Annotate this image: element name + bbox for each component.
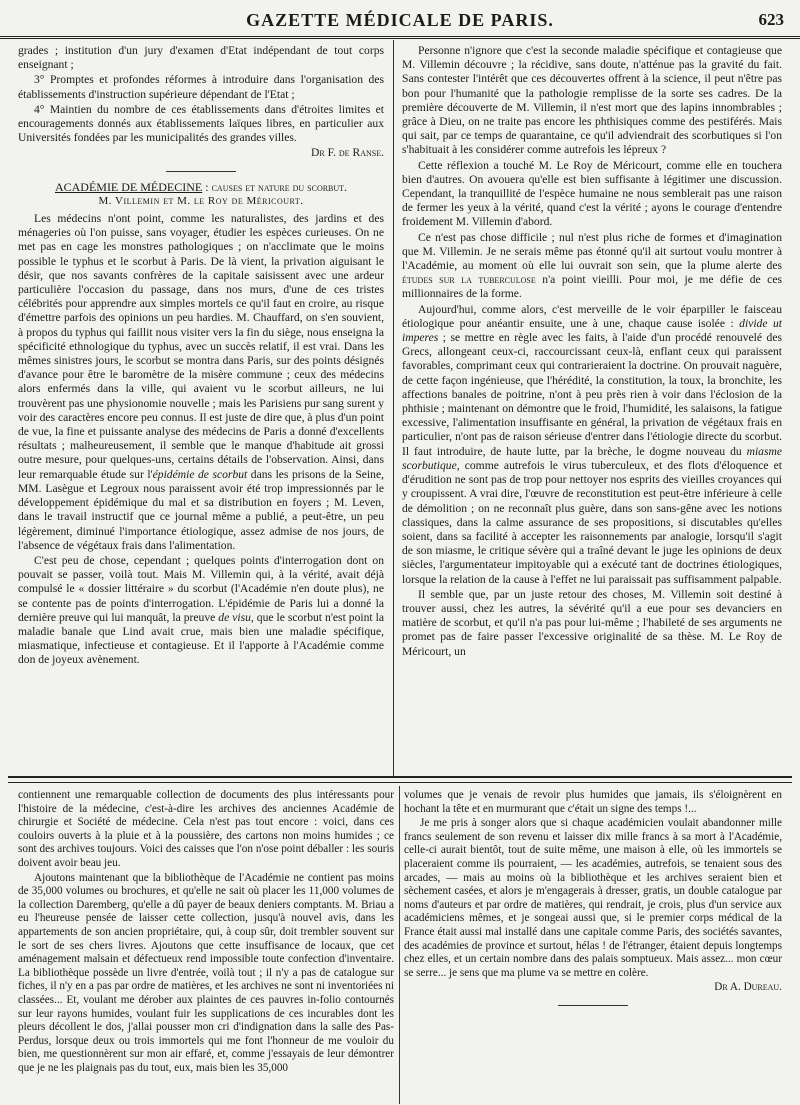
column-divider	[393, 40, 394, 776]
paragraph: Les médecins n'ont point, comme les naturalistes, des jardins et des ménageries où l'on puisse, sans voyager, étudier les espèces curieuses. On ne met pas en cage les monstres pathologiques ; on n'acclimate que le moins possible le typhus et le scorbut à Paris. De là vient, la privation aiguisant le désir, que nos savants confrères de la capitale saisissent avec une ardeur particulière l'occasion du passage, dans nos murs, d'une de ces tristes célébrités pour apprendre aux simples mortels ce qu'il faut en croire, au risque d'émettre parfois des opinions un peu hardies. M. Chauffard, on s'en souvient, à propos du typhus qui faillit nous visiter vers la fin du siège, nous enseigna la spécificité ethnologique du typhus, avec un succès relatif, il est vrai. Dans les mêmes sinistres jours, le scorbut se montra dans Paris, sur des points désignés d'avance pour être le baromètre de la misère commune ; ceux des médecins alors enfermés dans la ville, qui avaient vu le scorbut ailleurs, ne lui trouvèrent pas une physionomie nouvelle ; mais les Parisiens pur sang surent y voir des caractères encore peu connus. Il est juste de dire que, à plus d'un point de vue, la fine et puissante analyse des médecins de Paris a donné d'excellents résultats ; malheureusement, il semble que le manque d'habitude ait grossi outre mesure, pour quelques-uns, certains détails de l'observation. Ainsi, dans leur remarquable étude sur l'épidémie de scorbut dans les prisons de la Seine, MM. Lasègue et Legroux nous paraissent avoir été trop impressionnés par le développement épidémique du mal et sa distribution en foyers ; M. Leven, dans le travail instructif que ce journal même a publié, a peut-être, un peu légèrement, diminué l'importance étiologique, assez admise de nos jours, de l'absence de végétaux frais dans l'alimentation.	[18, 212, 384, 552]
page-number: 623	[758, 10, 784, 29]
feuilleton-separator	[8, 776, 792, 783]
article-separator	[166, 171, 236, 172]
paragraph: Aujourd'hui, comme alors, c'est merveille de le voir éparpiller le faisceau étiologique pour anéantir ensuite, une à une, chaque cause isolée : divide ut imperes ; se mettre en règle avec les faits, à l'aide d'un procédé renouvelé des Grecs, allongeant ceux-ci, raccourcissant ceux-là, enflant ceux qui paraissent favorables, comprimant ceux qui contrarieraient la doctrine. On prouvait naguère, de cette façon ingénieuse, que l'hérédité, la constitution, la toux, la bronchite, les affections banales de poitrine, n'ont à peu près rien à voir dans l'éclosion de la phthisie ; maintenant on démontre que le froid, l'humidité, les salaisons, la fatigue excessive, l'alimentation insuffisante en général, la privation de végétaux frais en particulier, n'ont pas de raison sérieuse d'entrer dans l'étiologie directe du scorbut. Il faut introduire, de haute lutte, par la brèche, le dogme nouveau du miasme scorbutique, comme autrefois le virus tuberculeux, et des flots d'éloquence et d'érudition ne sont pas de trop pour nettoyer nos esprits des vieilles croyances qui y croupissent. A vrai dire, l'œuvre de reconstitution est peut-être inférieure à celle de démolition ; on ne reconnaît plus guère, dans son sans-gêne avec les notions classiques, dans la calme assurance de ses propositions, si discutables qu'elles soient, dans sa facilité à accepter les raisonnements par analogie, lorsqu'il s'agit de son miasme, le critique sévère qui a traîné devant le juge les opinions de deux siècles, l'argumentateur impitoyable qui a exécuté tant de doctrines étiologiques, lorsque la relation de la cause à l'effet ne lui paraissait pas suffisamment palpable.	[402, 302, 782, 586]
left-column	[18, 44, 384, 771]
paragraph: 3° Promptes et profondes réformes à introduire dans l'organisation des établissements d'instruction supérieure dépendant de l'Etat ;	[18, 73, 384, 101]
paragraph: grades ; institution d'un jury d'examen d'Etat indépendant de tout corps enseignant ;	[18, 44, 384, 72]
section-title: ACADÉMIE DE MÉDECINE : causes et nature du scorbut.	[54, 179, 348, 194]
signature-dureau: Dr A. Dureau.	[714, 981, 782, 994]
paragraph: volumes que je venais de revoir plus humides que jamais, ils s'éloignèrent en hochant la tête et en murmurant que c'était un signe des temps !...	[404, 789, 782, 815]
paragraph: contiennent une remarquable collection de documents des plus intéressants pour l'histoire de la médecine, c'est-à-dire les archives des anciennes Académie de chirurgie et Société de médecine. Cela n'est pas tout encore : voici, dans ces couloirs ouverts à la pluie et à la poussière, des cartons non moins humides ; ce sont des archives toujours. Voici des caisses que l'on n'ose point déballer : les souris doivent avoir beau jeu.	[18, 789, 394, 869]
signature-ranse: Dr F. de Ranse.	[310, 146, 384, 160]
feuilleton-right-column	[404, 789, 782, 1101]
article-end-rule	[558, 1005, 628, 1006]
paragraph: C'est peu de chose, cependant ; quelques points d'interrogation dont on pouvait se passer, voilà tout. Mais M. Villemin qui, à la vérité, avait déjà compulsé le « dossier littéraire » du scorbut (l'Académie n'en doute plus), ne se contente pas de points d'interrogation. L'épidémie de Paris lui a donné la dernière preuve qui lui manquât, la preuve de visu, que le scorbut n'est point la maladie banale que Lind avait crue, mais bien une maladie spécifique, miasmatique, infectieuse et contagieuse. Et il l'apporte à l'Académie comme don de joyeux avènement.	[18, 553, 384, 667]
paragraph: Il semble que, par un juste retour des choses, M. Villemin soit destiné à trouver aussi, chez les autres, la sévérité qu'il a eue pour ses devanciers en matière de scorbut, et qu'il n'a pas pour lui-même ; l'habileté de ses arguments ne promet pas de faire passer l'excessive originalité de sa thèse. M. Le Roy de Méricourt, un	[402, 587, 782, 658]
paragraph: Cette réflexion a touché M. Le Roy de Méricourt, comme elle en touchera bien d'autres. On avouera qu'elle est bien suffisante à légitimer une discussion. Cependant, la tranquillité de l'espèce humaine ne nous semblerait pas une raison de fermer les yeux à la vérité, quand c'est la vérité ; ayons le courage d'entendre froidement M. Villemin d'abord.	[402, 158, 782, 229]
paragraph: 4° Maintien du nombre de ces établissements dans d'étroites limites et encouragements donnés aux établissements laïques libres, en particulier aux Universités fondées par les municipalités des grandes villes.	[18, 102, 384, 145]
paragraph: Ajoutons maintenant que la bibliothèque de l'Académie ne contient pas moins de 35,000 volumes ou brochures, et qu'elle ne sait où placer les 11,000 volumes de la collection Daremberg, qu'elle a dû payer de beaux deniers comptants. M. Briau a eu l'heureuse pensée de laisser cette collection, jusqu'à nouvel avis, dans les appartements de son ancien propriétaire, qui, à coup sûr, doit trembler souvent sur le sort de ses chers livres. Ajoutons que cette insuffisance de locaux, que cet aménagement malsain et défectueux rend impossible toute confection d'inventaire. La bibliothèque possède un livre d'entrée, voilà tout ; il n'y a pas de catalogue sur fiches, il n'y en a pas par ordre de matières, et les archives ne sont ni inventoriées ni classées... Et, voulant me dérober aux plaintes de ces pauvres in-folio contournés sur leur rayons humides, voulant fuir les supplications de ces incurables dont les pleurs décollent le dos, j'allai pousser mon cri d'indignation dans la salle des Pas-Perdus, lorsque deux ou trois immortels qui me font l'honneur de me vouloir du bien, me questionnèrent sur mon air effaré, et, comme j'essayais de leur démontrer que je ne les plaignais pas du tout, eux, mais bien les 35,000	[18, 871, 394, 1074]
paragraph: Je me pris à songer alors que si chaque académicien voulait abandonner mille francs seulement de son revenu et laisser dix mille francs à sa mort à l'Académie, celle-ci aurait bientôt, tout de suite même, une maison à elle, où les immortels se placeraient comme ils pourraient, — les académies, autrefois, se tenaient sous des arcades, — mais au moins où la bibliothèque et les archives seraient bien et sèchement casées, et alors je m'engagerais à dresser, gratis, un double catalogue par noms d'auteurs et par ordre de matières, qui rendrait, je crois, plus d'un service aux académiciens mêmes, et je songeai aussi que, si le premier corps médical de la France était aussi mal installé dans une capitale comme Paris, des sociétés savantes, des académies de province et surtout, hélas ! de l'étranger, étaient depuis longtemps chez elles, et un certain nombre dans des palais somptueux. Mais assez... mon cœur se serre... je sens que ma plume va se mettre en colère.	[404, 817, 782, 979]
paragraph: Ce n'est pas chose difficile ; nul n'est plus riche de formes et d'imagination que M. Villemin. Je ne serais même pas étonné qu'il ait surtout voulu montrer à l'Académie, au moment où elle lui ouvrait son sein, que la plume alerte des études sur la tuberculose n'a point vieilli. Pour moi, je me défie de ces millionnaires de la forme.	[402, 230, 782, 301]
page-header	[0, 0, 800, 39]
section-authors: M. Villemin et M. le Roy de Méricourt.	[98, 194, 304, 207]
feuilleton-left-column	[18, 789, 394, 1101]
right-column	[402, 44, 782, 771]
journal-title: GAZETTE MÉDICALE DE PARIS.	[246, 10, 554, 30]
column-divider	[399, 786, 400, 1104]
paragraph: Personne n'ignore que c'est la seconde maladie spécifique et contagieuse que M. Villemin découvre ; la récidive, sans doute, n'atténue pas la gravité du fait. Sans contester l'intérêt que ces découvertes offrent à la science, il peut n'être pas bon pour l'humanité que la pathologie remplisse de la sorte ses cadres. De la première découverte de M. Villemin, il n'est mort que des lapins innombrables ; grâce à Dieu, on ne traite pas encore les phthisiques comme des pestiférés. Mais qui sait, par ce temps de quarantaine, ce qu'il adviendrait des scorbutiques si l'on s'habituait à les considérer comme autrefois les lépreux ?	[402, 44, 782, 157]
section-heading	[18, 180, 384, 208]
